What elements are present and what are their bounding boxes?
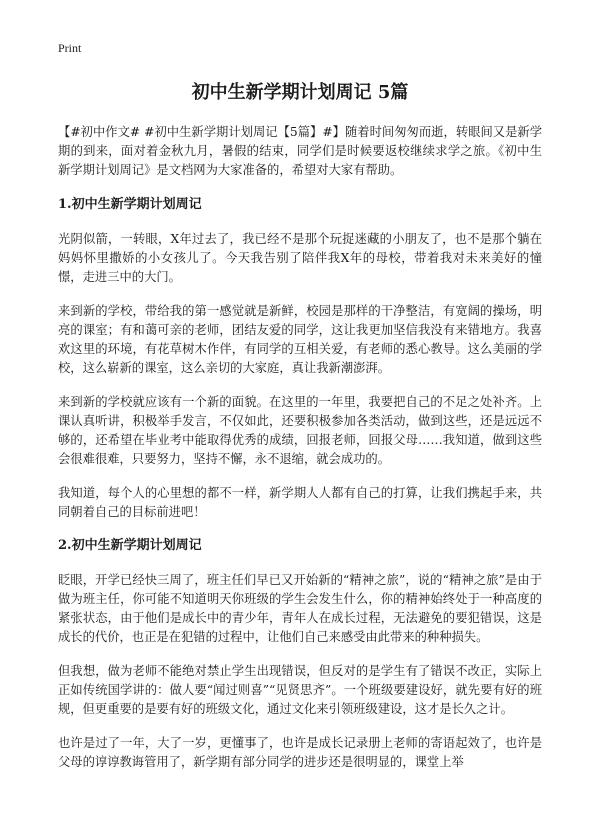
- print-label: Print: [58, 41, 82, 55]
- paragraph: 也许是过了一年，大了一岁，更懂事了，也许是成长记录册上老师的寄语起效了，也许是父母的谆谆教诲管用了，新学期有部分同学的进步还是很明显的，课堂上举: [58, 736, 542, 769]
- section-2: [58, 537, 542, 772]
- intro-paragraph: 【#初中作文# #初中生新学期计划周记【5篇】#】随着时间匆匆而逝，转眼间又是新学期的到来，面对着金秋九月，暑假的结束，同学们是时候要返校继续求学之旅。《初中生新学期计划周记》是文档网为大家准备的，希望对大家有帮助。: [58, 125, 542, 177]
- section-heading: 2.初中生新学期计划周记: [58, 538, 202, 553]
- document-title: 初中生新学期计划周记 5篇: [191, 82, 409, 103]
- paragraph: 眨眼，开学已经快三周了，班主任们早已又开始新的“精神之旅”，说的“精神之旅”是由于做为班主任，你可能不知道明天你班级的学生会发生什么，你的精神始终处于一种高度的紧张状态，由于他们是成长中的青少年，青年人在成长过程，无法避免的要犯错误，这是成长的代价，也正是在犯错的过程中，让他们自己来感受由此带来的种种损失。: [58, 573, 542, 644]
- paragraph: 我知道，每个人的心里想的都不一样，新学期人人都有自己的打算，让我们携起手来，共同朝着自己的目标前进吧！: [58, 486, 542, 519]
- section-heading: 1.初中生新学期计划周记: [58, 197, 202, 212]
- paragraph: 来到新的学校就应该有一个新的面貌。在这里的一年里，我要把自己的不足之处补齐。上课认真听讲，积极举手发言，不仅如此，还要积极参加各类活动，做到这些，还是远远不够的，还希望在毕业考中能取得优秀的成绩，回报老师，回报父母……我知道，做到这些会很难很难，只要努力，坚持不懈，永不退缩，就会成功的。: [58, 395, 542, 466]
- section-1: [58, 196, 542, 522]
- paragraph: 来到新的学校，带给我的第一感觉就是新鲜，校园是那样的干净整洁，有宽阔的操场，明亮的课室；有和蔼可亲的老师，团结友爱的同学，这让我更加坚信我没有来错地方。我喜欢这里的环境，有花草树木作伴，有同学的互相关爱，有老师的悉心教导。这么美丽的学校，这么崭新的课室，这么亲切的大家庭，真让我新潮澎湃。: [58, 304, 542, 375]
- paragraph: 光阴似箭，一转眼，X年过去了，我已经不是那个玩捉迷藏的小朋友了，也不是那个躺在妈妈怀里撒娇的小女孩儿了。今天我告别了陪伴我X年的母校，带着我对未来美好的憧憬，走进三中的大门。: [58, 232, 542, 284]
- paragraph: 但我想，做为老师不能绝对禁止学生出现错误，但反对的是学生有了错误不改正，实际上正如传统国学讲的：做人要“闻过则喜”“见贤思齐”。一个班级要建设好，就先要有好的班规，但更重要的是要有好的班级文化，通过文化来引领班级建设，这才是长久之计。: [58, 664, 542, 716]
